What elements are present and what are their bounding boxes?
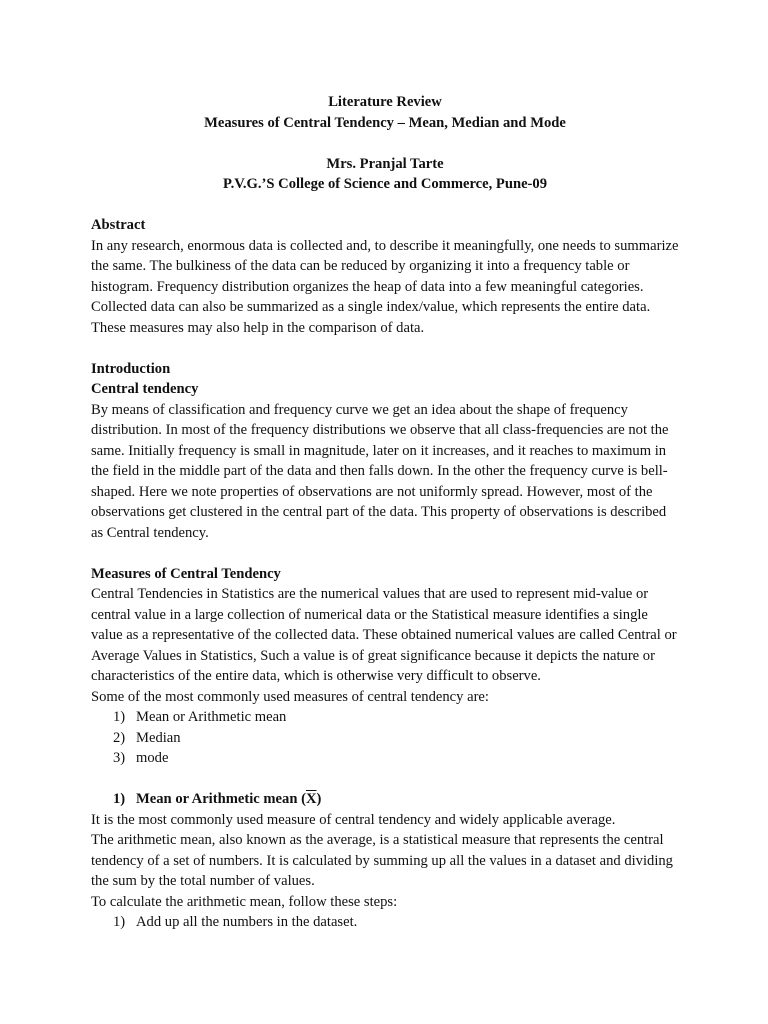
- measures-list-intro: Some of the most commonly used measures of central tendency are:: [91, 688, 489, 705]
- introduction-text: By means of classification and frequency curve we get an idea about the shape of frequency distribution. In most of the frequency distributions we observe that all class-frequencies are not the same. Initially frequency is small in magnitude, later on it increases, and it reaches to maximum in the field in the middle part of the data and then falls down. In the other the frequency curve is bell- shaped. Here we note properties of observations are not uniformly spread. However, most of the observations get clustered in the central part of the data. This property of observations is described as Central tendency.: [91, 401, 669, 541]
- abstract-heading: Abstract: [91, 217, 146, 233]
- central-tendency-heading: Central tendency: [91, 381, 199, 397]
- mean-line-2: The arithmetic mean, also known as the average, is a statistical measure that represents the central tendency of a set of numbers. It is calculated by summing up all the values in a dataset and dividing the sum by the total number of values.: [91, 832, 673, 889]
- mean-section-heading-list: [91, 789, 681, 810]
- section-heading-label: Mean or Arithmetic mean (: [136, 791, 306, 807]
- x-bar-symbol: $\overline{X}$: [305, 791, 317, 807]
- list-item: [91, 912, 681, 933]
- list-item-label: Add up all the numbers in the dataset.: [136, 914, 358, 930]
- introduction-heading: Introduction: [91, 360, 171, 377]
- document-title: Literature Review: [328, 94, 442, 110]
- list-item-number: 1): [113, 914, 126, 930]
- list-item-number: 2): [113, 729, 126, 746]
- spacer: [91, 769, 681, 790]
- list-item-number: 1): [113, 709, 126, 725]
- abstract-text: In any research, enormous data is collected and, to describe it meaningfully, one needs to summarize the same. The bulkiness of the data can be reduced by organizing it into a frequency table or histogram. Frequency distribution organizes the heap of data into a few meaningful categories. Collected data can also be summarized as a single index/value, which represents the entire data. These measures may also help in the comparison of data.: [91, 237, 679, 336]
- document-subtitle: Measures of Central Tendency – Mean, Median and Mode: [204, 114, 566, 131]
- list-item: [91, 728, 681, 749]
- section-heading-close: ): [316, 791, 322, 807]
- mean-section-heading: [91, 789, 681, 810]
- list-item-number: 3): [113, 750, 126, 766]
- list-item-label: Median: [136, 729, 181, 746]
- steps-list: [91, 912, 681, 933]
- list-item: [91, 707, 681, 728]
- measures-heading: Measures of Central Tendency: [91, 565, 281, 582]
- list-item-label: mode: [136, 750, 169, 766]
- spacer: [91, 133, 681, 154]
- section-heading-text: [136, 789, 321, 810]
- author-affiliation: P.V.G.’S College of Science and Commerce, Pune-09: [223, 176, 547, 192]
- list-item: [91, 748, 681, 769]
- spacer: [91, 543, 681, 564]
- mean-line-1: It is the most commonly used measure of central tendency and widely applicable average.: [91, 811, 616, 828]
- mean-line-3: To calculate the arithmetic mean, follow these steps:: [91, 893, 398, 910]
- document-body: [91, 92, 681, 933]
- list-item-label: Mean or Arithmetic mean: [136, 709, 287, 725]
- spacer: [91, 195, 681, 216]
- author-name: Mrs. Pranjal Tarte: [326, 155, 444, 172]
- measures-list: [91, 707, 681, 769]
- spacer: [91, 338, 681, 359]
- measures-text: Central Tendencies in Statistics are the numerical values that are used to represent mid-value or central value in a large collection of numerical data or the Statistical measure identifies a single value as a representative of the collected data. These obtained numerical values are called Central or Average Values in Statistics, Such a value is of great significance because it depicts the nature or characteristics of the entire data, which is otherwise very difficult to observe.: [91, 586, 677, 684]
- section-number: 1): [113, 791, 126, 807]
